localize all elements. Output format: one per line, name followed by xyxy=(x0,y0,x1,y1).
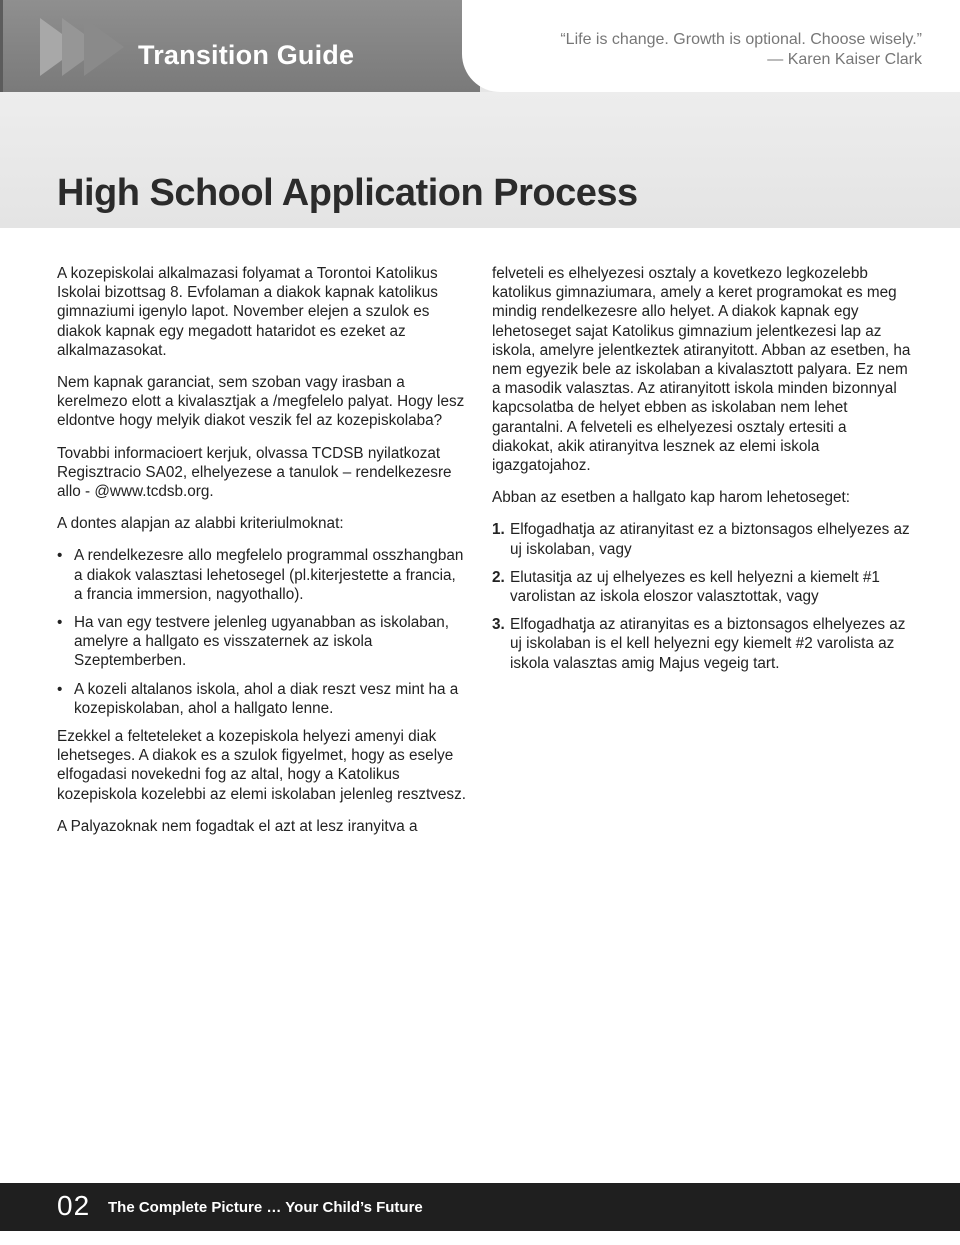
list-item xyxy=(492,520,912,558)
paragraph: Nem kapnak garanciat, sem szoban vagy irasban a kerelmezo elott a kivalasztjak a /megfelelo palyat. Hogy lesz eldontve hogy melyik diakot veszik fel az kozepiskolaba? xyxy=(57,374,465,430)
criteria-list xyxy=(57,546,467,718)
list-item-text: Elutasitja az uj elhelyezes es kell helyezni a kiemelt #1 varolistan az iskola eloszor valasztottak, vagy xyxy=(510,568,880,606)
list-item-text: Elfogadhatja az atiranyitas es a biztonsagos elhelyezes az uj iskolaban is el kell helyezni egy kiemelt #2 varolista az iskola valasztas amig Majus vegeig tart. xyxy=(510,616,906,672)
paragraph: A Palyazoknak nem fogadtak el azt at lesz iranyitva a xyxy=(57,817,418,835)
footer-tagline: The Complete Picture … Your Child’s Future xyxy=(108,1199,423,1216)
guide-title: Transition Guide xyxy=(138,40,355,70)
quote-text: “Life is change. Growth is optional. Choose wisely.” xyxy=(560,31,922,48)
paragraph: Ezekkel a felteteleket a kozepiskola helyezi amenyi diak lehetseges. A diakok es a szulok figyelmet, hogy as eselye elfogadasi novekedni fog az altal, hogy a Katolikus kozepiskola kozelebbi az elemi iskolaban jelenleg resztvesz. xyxy=(57,728,466,803)
paragraph: Tovabbi informacioert kerjuk, olvassa TCDSB nyilatkozat Regisztracio SA02, elhelyezese a tanulok – rendelkezesre allo - @www.tcdsb.org. xyxy=(57,444,452,501)
list-item-text: Ha van egy testvere jelenleg ugyanabban as iskolaban, amelyre a hallgato es visszaternek az iskola Szeptemberben. xyxy=(74,614,450,670)
bullet-icon: • xyxy=(57,680,63,698)
bullet-icon: • xyxy=(57,614,63,632)
list-item xyxy=(57,680,467,718)
page-number: 02 xyxy=(57,1190,91,1221)
quote-author: — Karen Kaiser Clark xyxy=(767,51,922,68)
list-number: 3. xyxy=(492,616,505,634)
list-item xyxy=(57,613,467,671)
list-number: 2. xyxy=(492,568,505,586)
list-item xyxy=(492,568,912,606)
options-list xyxy=(492,520,912,672)
list-item-text: A rendelkezesre allo megfelelo programmal osszhangban a diakok valasztasi lehetosegel (pl.kiterjestette a francia, a francia immersion, nagyothallo). xyxy=(74,547,464,603)
header-quote xyxy=(560,30,922,70)
bullet-icon: • xyxy=(57,547,63,565)
list-item-text: A kozeli altalanos iskola, ahol a diak reszt vesz mint ha a kozepiskolaban, ahol a hallgato lenne. xyxy=(74,680,459,717)
page-title: High School Application Process xyxy=(57,172,638,214)
list-item-text: Elfogadhatja az atiranyitast ez a biztonsagos elhelyezes az uj iskolaban, vagy xyxy=(510,521,910,558)
chevron-arrows-icon xyxy=(40,12,150,82)
options-intro: Abban az esetben a hallgato kap harom lehetoseget: xyxy=(492,489,851,507)
header-rule xyxy=(0,0,3,92)
right-column xyxy=(492,264,912,682)
criteria-intro: A dontes alapjan az alabbi kriteriulmoknat: xyxy=(57,515,344,533)
left-column xyxy=(57,264,467,849)
paragraph: A kozepiskolai alkalmazasi folyamat a Torontoi Katolikus Iskolai bizottsag 8. Evfolaman a diakok kapnak katolikus gimnaziumi igenylo lapot. November elejen a szulok es diakok kapnak egy megadott hataridot es ezeket az alkalmazasokat. xyxy=(57,265,438,359)
footer-bar xyxy=(0,1183,960,1231)
list-number: 1. xyxy=(492,521,505,539)
paragraph: felveteli es elhelyezesi osztaly a kovetkezo legkozelebb katolikus gimnaziumara, amely a keret programokat es meg mindig rendelkezesre allo helyet. A diakok kapnak egy lehetoseget sajat Katolikus gimnazium jelentkezesi lap az iskola, amelyre jelentkeztek atiranyitott. Abban az esetben, ha nem egyezik bele az iskolaban a kivalasztott palyara. Ez nem a masodik valasztas. Az atiranyitott iskola minden bizonnyal kapcsolatba de helyet ebben as iskolaban nem lehet garantalni. A felveteli es elhelyezesi osztaly ertesiti a diakokat, akik atiranyitva lesznek az elemi iskola igazgatojahoz. xyxy=(492,265,911,475)
list-item xyxy=(57,546,467,604)
list-item xyxy=(492,615,912,673)
